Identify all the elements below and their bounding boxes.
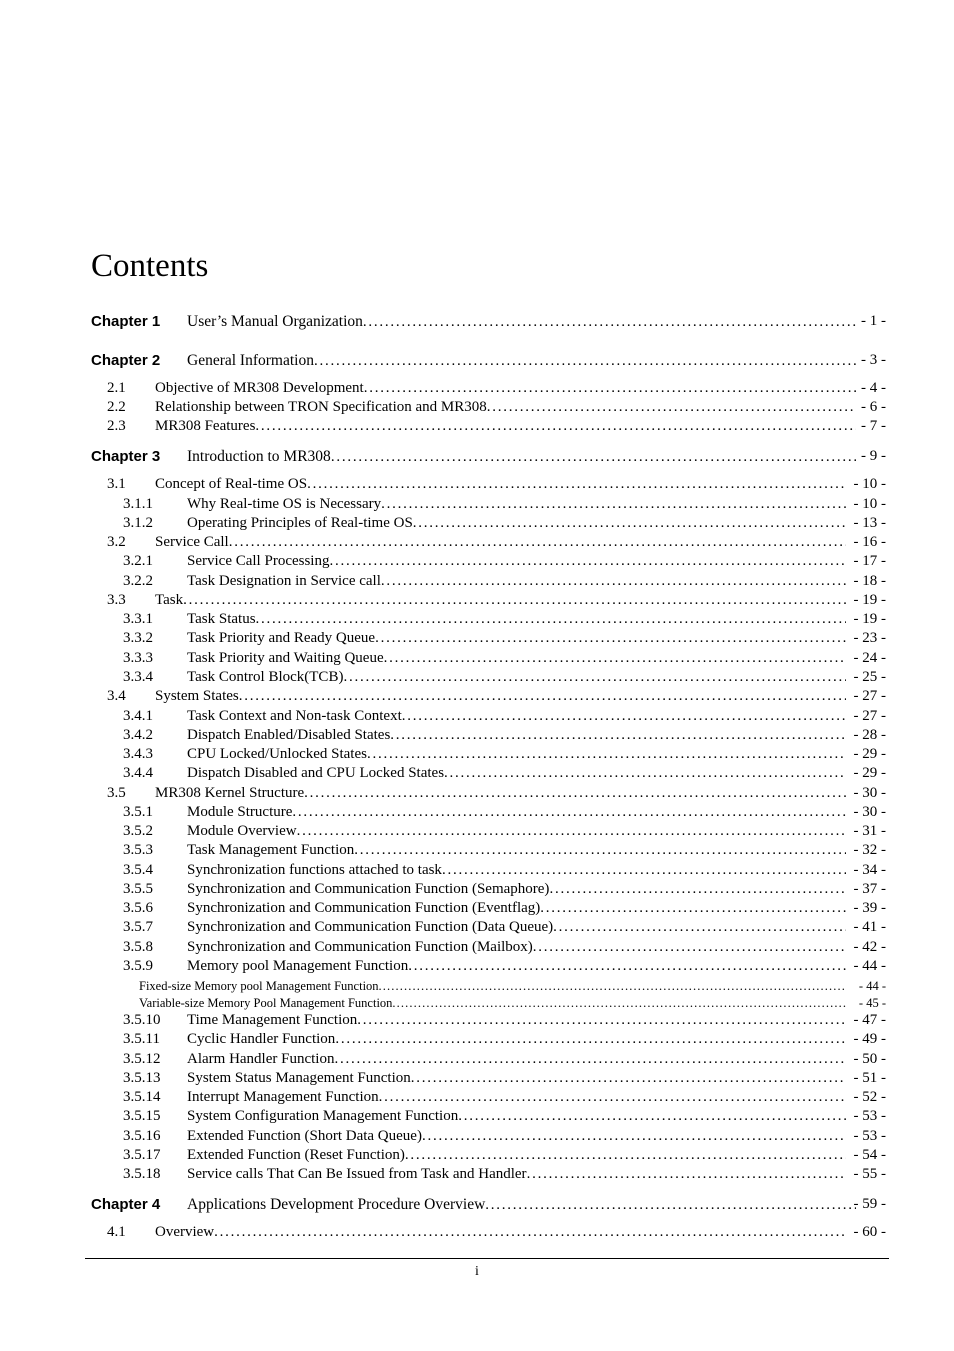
entry-title: Introduction to MR308 (187, 448, 331, 465)
section-number: 3.5.16 (123, 1128, 161, 1144)
toc-entry[interactable] (0, 958, 886, 978)
dot-leader (444, 765, 846, 782)
dot-leader (367, 746, 846, 763)
toc-entry[interactable] (0, 650, 886, 670)
entry-title: CPU Locked/Unlocked States (187, 746, 367, 762)
page-number: - 47 - (853, 1012, 886, 1028)
toc-entry[interactable] (0, 630, 886, 650)
entry-title: Task (155, 592, 184, 608)
toc-entry[interactable] (0, 1070, 886, 1090)
toc-entry[interactable] (0, 785, 886, 805)
toc-entry[interactable] (0, 900, 886, 920)
toc-entry[interactable] (0, 746, 886, 766)
dot-leader (411, 1070, 846, 1087)
toc-entry[interactable] (0, 919, 886, 939)
page-number: - 59 - (853, 1196, 886, 1212)
page-number: - 50 - (853, 1051, 886, 1067)
section-number: 3.5.15 (123, 1108, 161, 1124)
footer-page-number: i (475, 1264, 479, 1279)
section-number: 3.2.2 (123, 573, 153, 589)
toc-entry[interactable] (0, 708, 886, 728)
page-number: - 39 - (853, 900, 886, 916)
entry-title: Cyclic Handler Function (187, 1031, 336, 1047)
page-number: - 28 - (853, 727, 886, 743)
page-number: - 7 - (861, 418, 886, 434)
dot-leader (553, 919, 846, 936)
toc-entry[interactable] (0, 842, 886, 862)
entry-title: Why Real-time OS is Necessary (187, 496, 382, 512)
page-number: - 54 - (853, 1147, 886, 1163)
page-number: - 44 - (853, 958, 886, 974)
toc-entry[interactable] (0, 496, 886, 516)
dot-leader (331, 449, 856, 466)
toc-entry[interactable] (0, 553, 886, 573)
page-number: - 30 - (853, 804, 886, 820)
toc-entry[interactable] (0, 669, 886, 689)
section-number: 3.4.2 (123, 727, 153, 743)
entry-title: Memory pool Management Function (187, 958, 409, 974)
section-number: 3.5.11 (123, 1031, 160, 1047)
page-number: - 16 - (853, 534, 886, 550)
page-number: - 19 - (853, 611, 886, 627)
toc-entry[interactable] (0, 515, 886, 535)
toc-entry[interactable] (0, 380, 886, 400)
entry-title: Synchronization and Communication Function (Data Queue) (187, 919, 554, 935)
section-number: 3.5.10 (123, 1012, 161, 1028)
page-number: - 13 - (853, 515, 886, 531)
entry-title: Synchronization functions attached to task (187, 862, 442, 878)
entry-title: Interrupt Management Function (187, 1089, 379, 1105)
dot-leader (533, 939, 846, 956)
entry-title: Task Priority and Waiting Queue (187, 650, 384, 666)
page-number: - 9 - (861, 448, 886, 464)
section-number: 3.3.4 (123, 669, 153, 685)
page-number: - 18 - (853, 573, 886, 589)
page-number: - 37 - (853, 881, 886, 897)
page-number: - 53 - (853, 1128, 886, 1144)
section-number: 3.5.14 (123, 1089, 161, 1105)
toc-entry[interactable] (0, 573, 886, 593)
section-number: 3.5.3 (123, 842, 153, 858)
entry-title: User’s Manual Organization (187, 313, 363, 330)
toc-entry[interactable] (0, 1147, 886, 1167)
section-number: 3.1 (107, 476, 126, 492)
entry-title: Extended Function (Short Data Queue) (187, 1128, 422, 1144)
section-number: 3.3.3 (123, 650, 153, 666)
section-number: 3.4 (107, 688, 126, 704)
entry-title: System Status Management Function (187, 1070, 411, 1086)
entry-title: General Information (187, 352, 314, 369)
page-number: - 51 - (853, 1070, 886, 1086)
page-number: - 60 - (853, 1224, 886, 1240)
dot-leader (384, 650, 846, 667)
entry-title: MR308 Kernel Structure (155, 785, 305, 801)
dot-leader (405, 1147, 846, 1164)
toc-entry[interactable] (0, 1108, 886, 1128)
section-number: 3.5.8 (123, 939, 153, 955)
dot-leader (297, 823, 846, 840)
page-number: - 4 - (861, 380, 886, 396)
page-number: - 19 - (853, 592, 886, 608)
section-number: 3.3.1 (123, 611, 153, 627)
section-number: 3.5.13 (123, 1070, 161, 1086)
toc-entry[interactable] (0, 1051, 886, 1071)
section-number: 3.4.3 (123, 746, 153, 762)
toc-entry[interactable] (0, 688, 886, 708)
toc-entry[interactable] (0, 534, 886, 554)
toc-entry[interactable] (0, 611, 886, 631)
page-number: - 6 - (861, 399, 886, 415)
dot-leader (487, 399, 856, 416)
entry-title: Task Priority and Ready Queue (187, 630, 376, 646)
chapter-label: Chapter 2 (91, 352, 161, 369)
toc-entry[interactable] (0, 727, 886, 747)
dot-leader (402, 708, 846, 725)
page-number: - 52 - (853, 1089, 886, 1105)
toc-chapter-entry[interactable] (0, 352, 886, 372)
dot-leader (540, 900, 846, 917)
section-number: 2.2 (107, 399, 126, 415)
dot-leader (381, 496, 846, 513)
dot-leader (442, 862, 846, 879)
page-number: - 49 - (853, 1031, 886, 1047)
entry-title: Alarm Handler Function (187, 1051, 335, 1067)
page-number: - 41 - (853, 919, 886, 935)
section-number: 3.5.9 (123, 958, 153, 974)
toc-chapter-entry[interactable] (0, 448, 886, 468)
toc-entry[interactable] (0, 1031, 886, 1051)
page-number: - 17 - (853, 553, 886, 569)
section-number: 3.4.1 (123, 708, 153, 724)
dot-leader (314, 353, 856, 370)
entry-title: Module Overview (187, 823, 297, 839)
dot-leader (307, 476, 846, 493)
page-number: - 55 - (853, 1166, 886, 1182)
entry-title: Synchronization and Communication Function (Semaphore) (187, 881, 550, 897)
dot-leader (255, 418, 856, 435)
entry-title: Applications Development Procedure Overview (187, 1196, 486, 1213)
section-number: 3.5 (107, 785, 126, 801)
section-number: 3.5.1 (123, 804, 153, 820)
toc-entry[interactable] (0, 1128, 886, 1148)
section-number: 2.1 (107, 380, 126, 396)
entry-title: Extended Function (Reset Function) (187, 1147, 405, 1163)
toc-entry[interactable] (0, 939, 886, 959)
section-number: 3.5.18 (123, 1166, 161, 1182)
section-number: 3.2.1 (123, 553, 153, 569)
dot-leader (413, 515, 846, 532)
toc-entry[interactable] (0, 399, 886, 419)
section-number: 3.1.2 (123, 515, 153, 531)
dot-leader (408, 958, 846, 975)
entry-title: Relationship between TRON Specification and MR308 (155, 399, 487, 415)
dot-leader (343, 669, 846, 686)
entry-title: Dispatch Disabled and CPU Locked States (187, 765, 445, 781)
dot-leader (229, 534, 846, 551)
page-number: - 34 - (853, 862, 886, 878)
dot-leader (363, 314, 856, 331)
dot-leader (304, 785, 846, 802)
section-number: 3.2 (107, 534, 126, 550)
dot-leader (527, 1166, 846, 1183)
page-number: - 45 - (858, 996, 886, 1010)
entry-title: Overview (155, 1224, 215, 1240)
dot-leader (334, 1051, 846, 1068)
page-number: - 31 - (853, 823, 886, 839)
entry-title: Task Management Function (187, 842, 355, 858)
section-number: 3.5.7 (123, 919, 153, 935)
entry-title: System Configuration Management Function (187, 1108, 459, 1124)
page-number: - 53 - (853, 1108, 886, 1124)
page-number: - 30 - (853, 785, 886, 801)
section-number: 3.4.4 (123, 765, 153, 781)
toc-chapter-entry[interactable] (0, 313, 886, 333)
entry-title: Concept of Real-time OS (155, 476, 308, 492)
dot-leader (329, 553, 846, 570)
dot-leader (183, 592, 846, 609)
entry-title: Task Context and Non-task Context (187, 708, 402, 724)
toc-entry[interactable] (0, 1089, 886, 1109)
entry-title: Objective of MR308 Development (155, 380, 364, 396)
page-number: - 25 - (853, 669, 886, 685)
toc-entry[interactable] (0, 862, 886, 882)
entry-title: Service Call (155, 534, 229, 550)
toc-entry[interactable] (0, 804, 886, 824)
page-number: - 10 - (853, 496, 886, 512)
dot-leader (379, 979, 846, 994)
dot-leader (379, 1089, 846, 1106)
toc-entry[interactable] (0, 765, 886, 785)
toc-entry[interactable] (0, 881, 886, 901)
section-number: 3.5.2 (123, 823, 153, 839)
dot-leader (422, 1128, 846, 1145)
toc-entry[interactable] (0, 823, 886, 843)
entry-title: Synchronization and Communication Function (Mailbox) (187, 939, 533, 955)
dot-leader (364, 380, 856, 397)
dot-leader (256, 611, 846, 628)
toc-entry[interactable] (0, 592, 886, 612)
page-number: - 24 - (853, 650, 886, 666)
dot-leader (357, 1012, 846, 1029)
page-number: - 44 - (858, 979, 886, 993)
toc-entry[interactable] (0, 1012, 886, 1032)
footer-rule (85, 1258, 889, 1259)
entry-title: Service calls That Can Be Issued from Task and Handler (187, 1166, 527, 1182)
dot-leader (214, 1224, 846, 1241)
entry-title: Module Structure (187, 804, 293, 820)
section-number: 3.5.5 (123, 881, 153, 897)
entry-title: Task Control Block(TCB) (187, 669, 344, 685)
page-number: - 3 - (861, 352, 886, 368)
page-number: - 29 - (853, 765, 886, 781)
entry-title: Task Designation in Service call (187, 573, 381, 589)
page-number: - 1 - (861, 313, 886, 329)
section-number: 3.3 (107, 592, 126, 608)
dot-leader (354, 842, 846, 859)
chapter-label: Chapter 1 (91, 313, 161, 330)
dot-leader (292, 804, 846, 821)
page-number: - 10 - (853, 476, 886, 492)
page-number: - 29 - (853, 746, 886, 762)
dot-leader (390, 727, 846, 744)
entry-title: MR308 Features (155, 418, 256, 434)
page-number: - 27 - (853, 688, 886, 704)
section-number: 3.5.4 (123, 862, 153, 878)
section-number: 3.3.2 (123, 630, 153, 646)
section-number: 3.1.1 (123, 496, 153, 512)
toc-chapter-entry[interactable] (0, 1196, 886, 1216)
section-number: 2.3 (107, 418, 126, 434)
dot-leader (485, 1197, 856, 1214)
section-number: 3.5.12 (123, 1051, 161, 1067)
toc-entry[interactable] (0, 1166, 886, 1186)
page-title: Contents (91, 248, 209, 284)
dot-leader (335, 1031, 846, 1048)
entry-title: Task Status (187, 611, 256, 627)
toc-entry[interactable] (0, 476, 886, 496)
page-number: - 23 - (853, 630, 886, 646)
entry-title: Time Management Function (187, 1012, 358, 1028)
entry-title: System States (155, 688, 239, 704)
section-number: 4.1 (107, 1224, 126, 1240)
section-number: 3.5.17 (123, 1147, 161, 1163)
dot-leader (239, 688, 846, 705)
entry-title: Service Call Processing (187, 553, 330, 569)
page-number: - 27 - (853, 708, 886, 724)
page-number: - 32 - (853, 842, 886, 858)
dot-leader (381, 573, 846, 590)
entry-title: Operating Principles of Real-time OS (187, 515, 413, 531)
chapter-label: Chapter 4 (91, 1196, 161, 1213)
section-number: 3.5.6 (123, 900, 153, 916)
entry-title: Dispatch Enabled/Disabled States (187, 727, 391, 743)
toc-entry[interactable] (0, 418, 886, 438)
entry-title: Fixed-size Memory pool Management Function (139, 979, 379, 993)
chapter-label: Chapter 3 (91, 448, 161, 465)
dot-leader (549, 881, 846, 898)
toc-entry[interactable] (0, 1224, 886, 1244)
dot-leader (375, 630, 846, 647)
dot-leader (458, 1108, 846, 1125)
dot-leader (392, 996, 846, 1011)
entry-title: Variable-size Memory Pool Management Function (139, 996, 393, 1010)
page-number: - 42 - (853, 939, 886, 955)
entry-title: Synchronization and Communication Function (Eventflag) (187, 900, 541, 916)
